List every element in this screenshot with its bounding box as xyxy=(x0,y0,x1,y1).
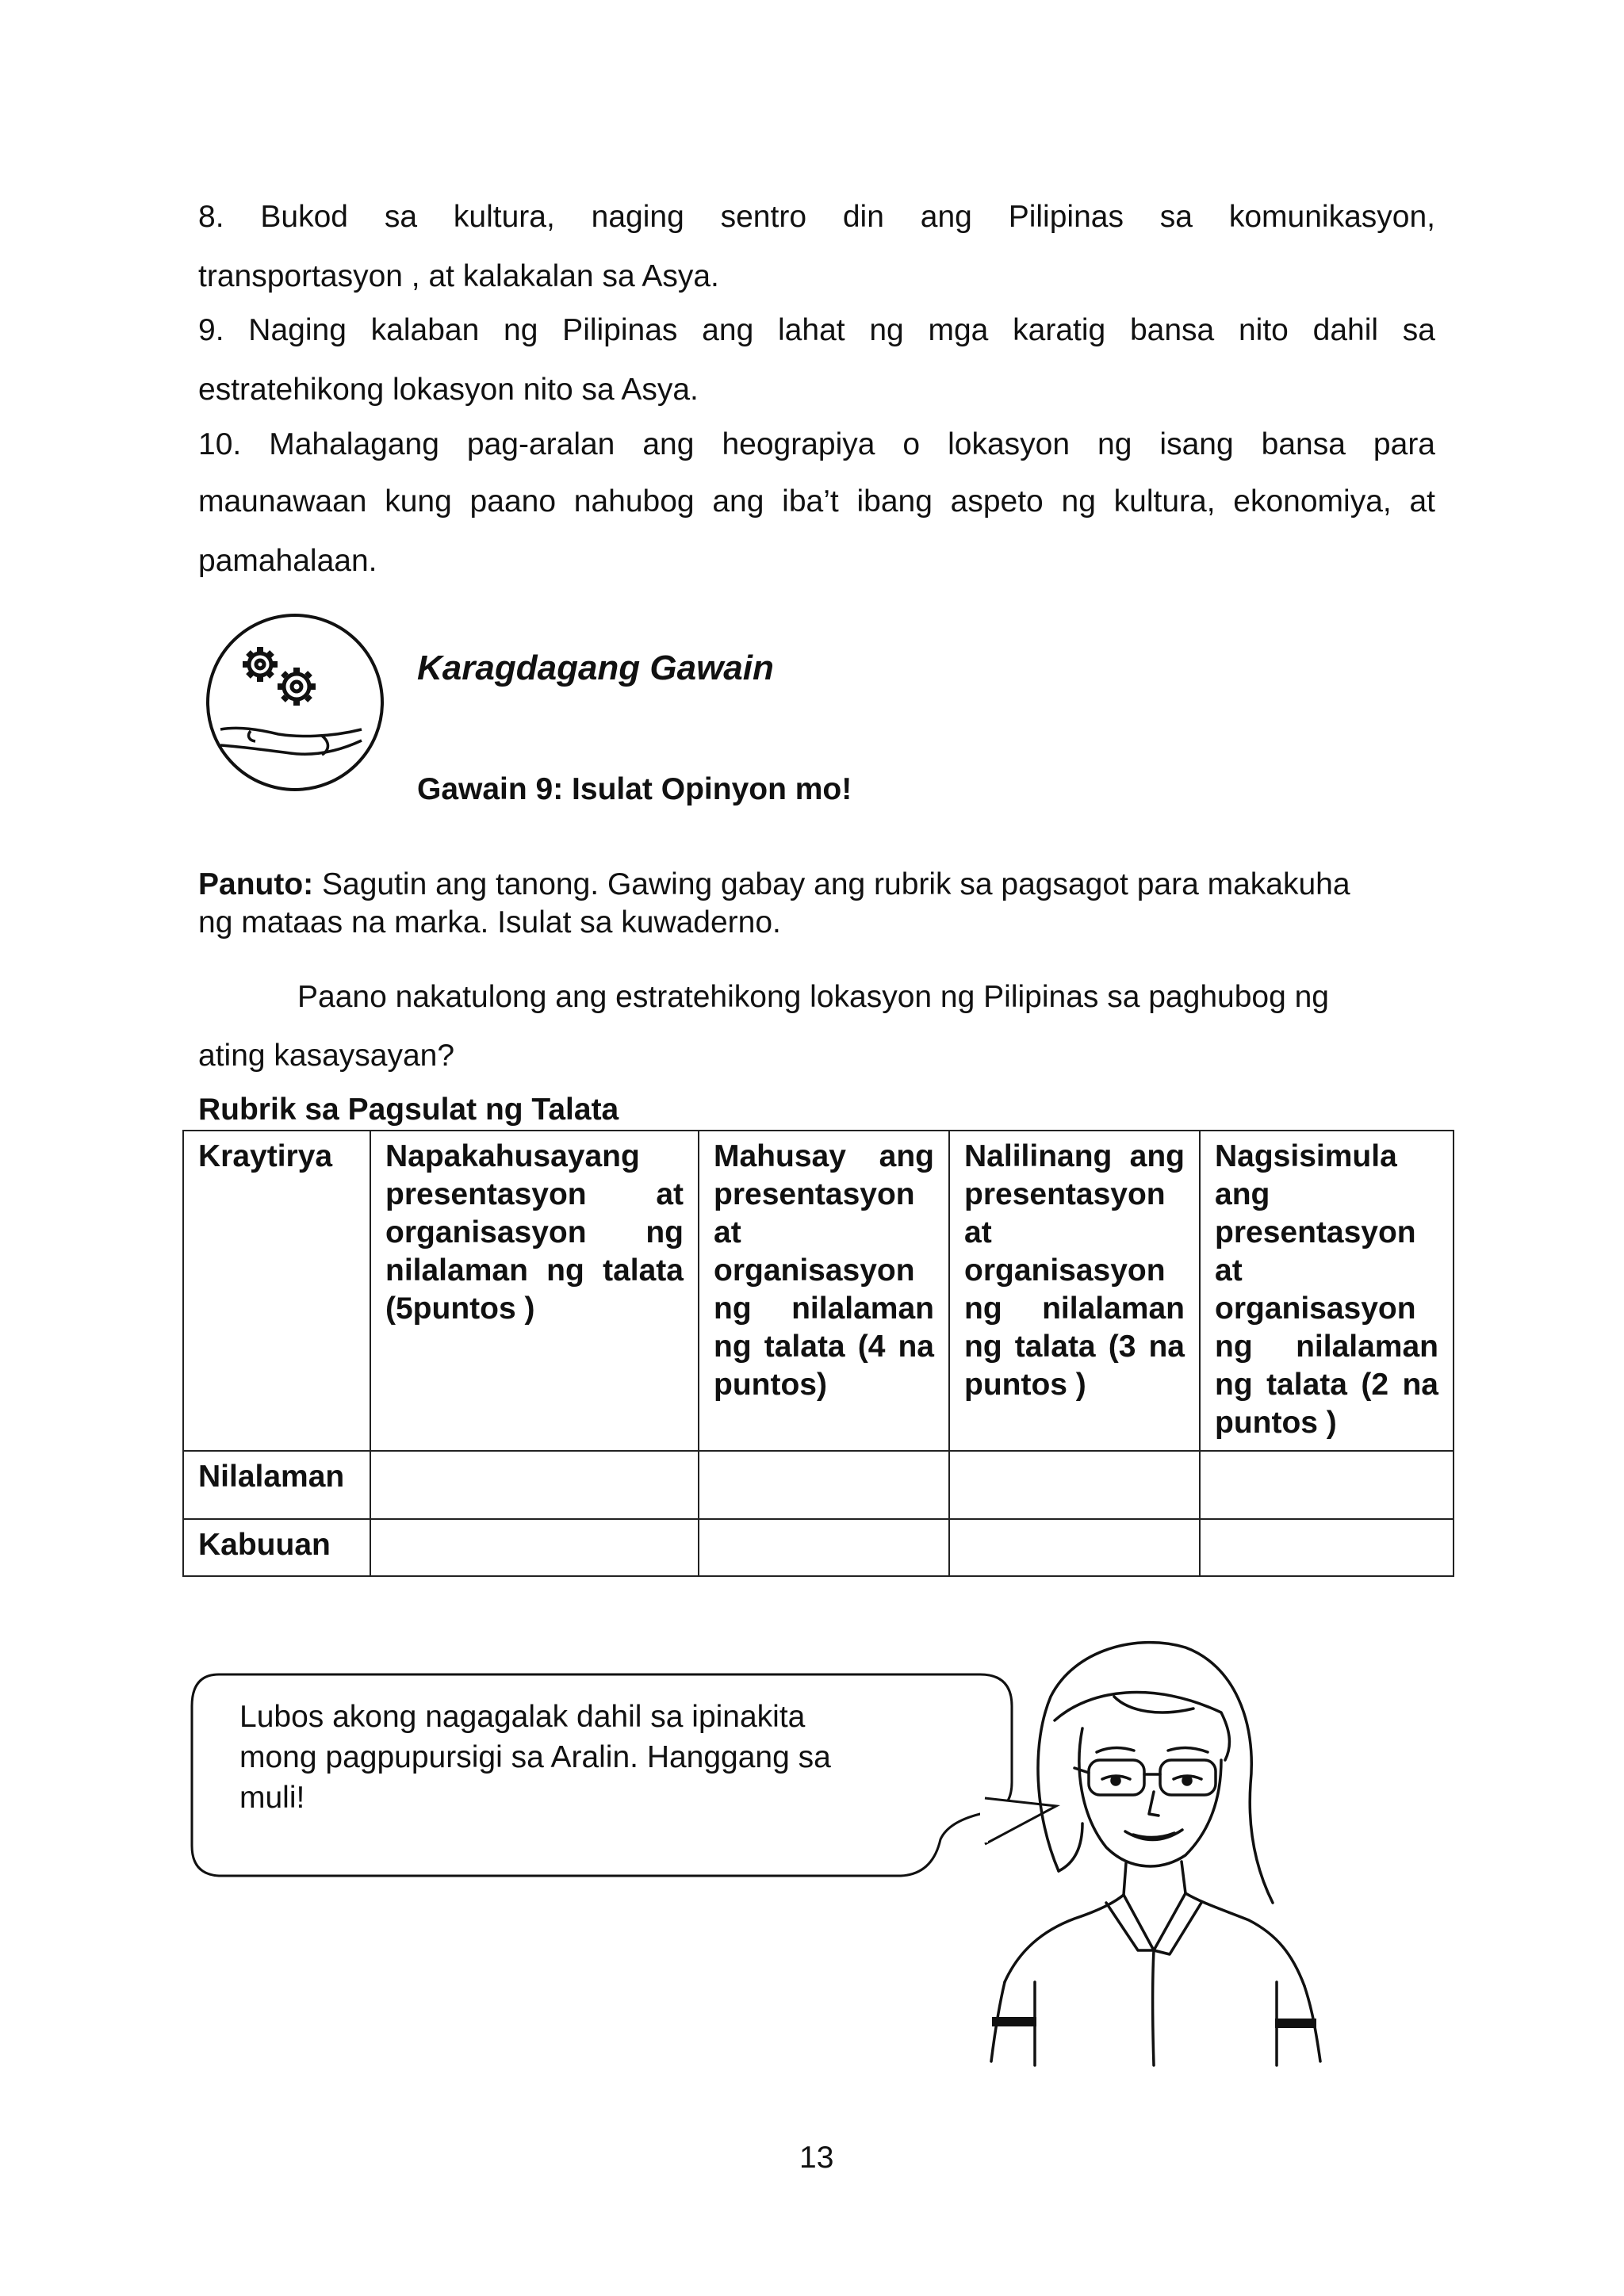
item-8-line-2: transportasyon , at kalakalan sa Asya. xyxy=(198,259,719,293)
activity-title: Gawain 9: Isulat Opinyon mo! xyxy=(417,772,852,806)
item-8-line-1: 8. Bukod sa kultura, naging sentro din ang Pilipinas sa komunikasyon, xyxy=(198,200,1435,234)
rubric-header-5pts: Napakahusayang presentasyon at organisasyon ng nilalaman ng talata (5puntos ) xyxy=(370,1131,699,1451)
instructions-label: Panuto: xyxy=(198,867,314,901)
instructions-line-1 xyxy=(198,867,1350,902)
speech-line-3: muli! xyxy=(239,1781,305,1815)
rubric-header-2pts: Nagsisimula ang presentasyon at organisasyon ng nilalaman ng talata (2 na puntos ) xyxy=(1200,1131,1454,1451)
teacher-illustration xyxy=(956,1633,1352,2071)
rubric-row-nilalaman xyxy=(183,1451,1454,1519)
gears-in-hand-icon xyxy=(203,610,387,794)
rubric-cell xyxy=(1200,1451,1454,1519)
speech-text xyxy=(239,1697,906,1818)
rubric-row-label: Kabuuan xyxy=(183,1519,370,1576)
item-10-line-1: 10. Mahalagang pag-aralan ang heograpiya o lokasyon ng isang bansa para xyxy=(198,427,1435,461)
speech-line-2: mong pagpupursigi sa Aralin. Hanggang sa xyxy=(239,1740,831,1774)
rubric-row-label: Nilalaman xyxy=(183,1451,370,1519)
instructions-text: Sagutin ang tanong. Gawing gabay ang rubrik sa pagsagot para makakuha xyxy=(313,867,1350,901)
section-title: Karagdagang Gawain xyxy=(417,649,774,687)
item-9-line-1: 9. Naging kalaban ng Pilipinas ang lahat ng mga karatig bansa nito dahil sa xyxy=(198,313,1435,347)
question-line-2: ating kasaysayan? xyxy=(198,1039,455,1073)
rubric-cell xyxy=(1200,1519,1454,1576)
question-line-1: Paano nakatulong ang estratehikong lokasyon ng Pilipinas sa paghubog ng xyxy=(297,980,1329,1014)
speech-line-1: Lubos akong nagagalak dahil sa ipinakita xyxy=(239,1700,806,1734)
rubric-cell xyxy=(370,1451,699,1519)
rubric-header-criteria: Kraytirya xyxy=(183,1131,370,1451)
rubric-table xyxy=(182,1130,1454,1577)
instructions-line-2: ng mataas na marka. Isulat sa kuwaderno. xyxy=(198,905,781,939)
item-9-line-2: estratehikong lokasyon nito sa Asya. xyxy=(198,373,699,407)
item-10-line-2: maunawaan kung paano nahubog ang iba’t ibang aspeto ng kultura, ekonomiya, at xyxy=(198,484,1435,519)
rubric-cell xyxy=(699,1519,949,1576)
rubric-title: Rubrik sa Pagsulat ng Talata xyxy=(198,1093,619,1127)
rubric-cell xyxy=(949,1519,1200,1576)
rubric-cell xyxy=(370,1519,699,1576)
rubric-cell xyxy=(949,1451,1200,1519)
rubric-cell xyxy=(699,1451,949,1519)
rubric-row-kabuuan xyxy=(183,1519,1454,1576)
page-number: 13 xyxy=(799,2141,834,2175)
rubric-header-row xyxy=(183,1131,1454,1451)
rubric-header-4pts: Mahusay ang presentasyon at organisasyon ng nilalaman ng talata (4 na puntos) xyxy=(699,1131,949,1451)
item-10-line-3: pamahalaan. xyxy=(198,544,377,578)
rubric-header-3pts: Nalilinang ang presentasyon at organisasyon ng nilalaman ng talata (3 na puntos ) xyxy=(949,1131,1200,1451)
